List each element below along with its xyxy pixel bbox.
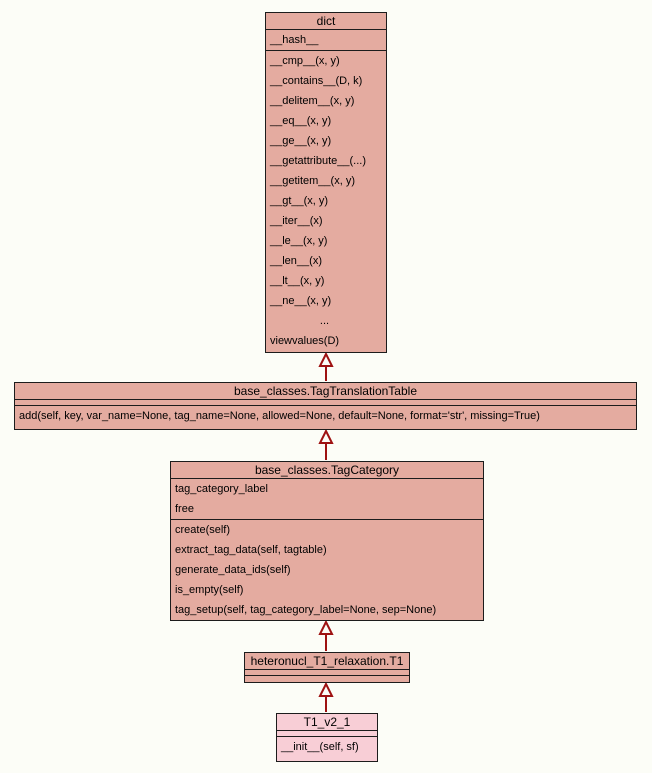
class-node-tag-translation-table[interactable] bbox=[14, 382, 637, 430]
attribute-row: __hash__ bbox=[270, 34, 319, 46]
methods-compartment bbox=[245, 676, 409, 682]
class-node-tag-category[interactable] bbox=[170, 461, 484, 621]
inheritance-arrow-t1-to-het bbox=[320, 684, 332, 712]
method-row: __len__(x) bbox=[270, 255, 322, 267]
method-row: ... bbox=[319, 315, 330, 327]
method-row: tag_setup(self, tag_category_label=None, sep=None) bbox=[175, 604, 437, 616]
method-row: add(self, key, var_name=None, tag_name=None, allowed=None, default=None, format='str', missing=True) bbox=[19, 410, 540, 422]
method-row: __cmp__(x, y) bbox=[270, 55, 340, 67]
methods-compartment bbox=[266, 51, 386, 351]
method-row: __ge__(x, y) bbox=[270, 135, 332, 147]
method-row: is_empty(self) bbox=[175, 584, 244, 596]
method-row: __getitem__(x, y) bbox=[270, 175, 355, 187]
method-row: __iter__(x) bbox=[270, 215, 323, 227]
inheritance-arrow-ttt-to-dict bbox=[320, 354, 332, 381]
method-row: __init__(self, sf) bbox=[281, 741, 359, 753]
method-row: __contains__(D, k) bbox=[270, 75, 363, 87]
class-title: heteronucl_T1_relaxation.T1 bbox=[245, 653, 409, 670]
attribute-row: tag_category_label bbox=[175, 483, 268, 495]
methods-compartment bbox=[171, 520, 483, 620]
class-node-heteronucl-t1-relaxation[interactable] bbox=[244, 652, 410, 683]
class-title: base_classes.TagCategory bbox=[171, 462, 483, 479]
methods-compartment bbox=[277, 737, 377, 757]
method-row: extract_tag_data(self, tagtable) bbox=[175, 544, 327, 556]
method-row: __eq__(x, y) bbox=[270, 115, 332, 127]
inheritance-arrow-tc-to-ttt bbox=[320, 431, 332, 460]
class-title: dict bbox=[266, 13, 386, 30]
attributes-compartment bbox=[266, 30, 386, 51]
methods-compartment bbox=[15, 406, 636, 426]
method-row: generate_data_ids(self) bbox=[175, 564, 291, 576]
method-row: __gt__(x, y) bbox=[270, 195, 329, 207]
class-node-dict[interactable] bbox=[265, 12, 387, 353]
method-row: __le__(x, y) bbox=[270, 235, 328, 247]
class-node-t1-v2-1[interactable] bbox=[276, 713, 378, 762]
method-row: viewvalues(D) bbox=[270, 335, 340, 347]
method-row: __delitem__(x, y) bbox=[270, 95, 355, 107]
method-row: create(self) bbox=[175, 524, 231, 536]
method-row: __getattribute__(...) bbox=[270, 155, 367, 167]
method-row: __ne__(x, y) bbox=[270, 295, 332, 307]
inheritance-arrow-het-to-tc bbox=[320, 622, 332, 651]
class-title: T1_v2_1 bbox=[277, 714, 377, 731]
class-title: base_classes.TagTranslationTable bbox=[15, 383, 636, 400]
method-row: __lt__(x, y) bbox=[270, 275, 325, 287]
attribute-row: free bbox=[175, 503, 194, 515]
attributes-compartment bbox=[171, 479, 483, 520]
